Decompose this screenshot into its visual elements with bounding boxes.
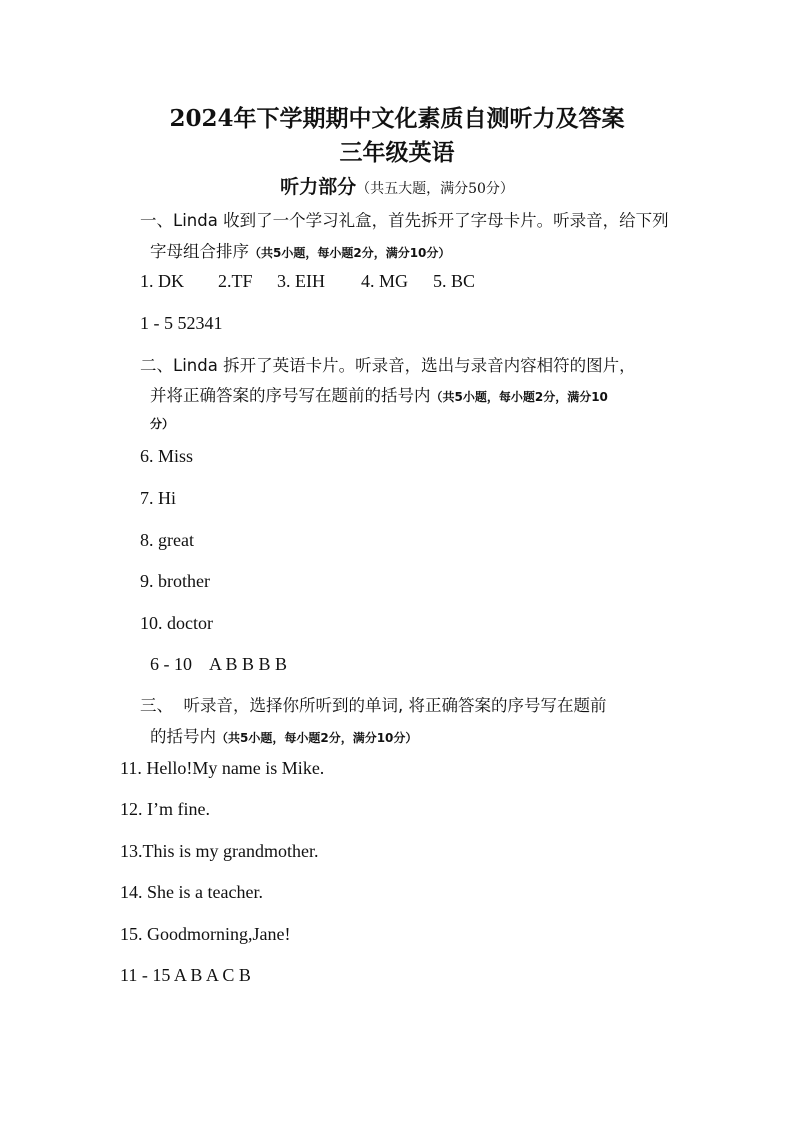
part2-item-9: 9. brother: [140, 571, 210, 591]
part2-score-note: （共5小题，每小题2分，满分10: [430, 390, 608, 404]
part1-item-2: 2.TF: [218, 271, 253, 291]
part2-instruction-line2: [150, 382, 608, 406]
part3-instruction-line2: [150, 723, 417, 747]
part2-item-7: 7. Hi: [140, 488, 176, 508]
section-title: 听力部分: [280, 176, 357, 198]
part1-item-5: 5. BC: [433, 271, 476, 291]
part1-instruction-line1: 一、Linda 收到了一个学习礼盒，首先拆开了字母卡片。听录音，给下列: [140, 211, 669, 230]
part2-item-8: 8. great: [140, 530, 194, 550]
part3-item-13: 13.This is my grandmother.: [120, 841, 319, 861]
part1-item-1: 1. DK: [140, 271, 184, 291]
part1-instruction-line2: [150, 238, 450, 262]
page-subtitle: 三年级英语: [339, 139, 455, 166]
part2-item-10: 10. doctor: [140, 613, 213, 633]
part1-answer: 1 - 5 52341: [140, 313, 223, 333]
part1-score-note: （共5小题，每小题2分，满分10分）: [249, 246, 451, 260]
part1-item-4: 4. MG: [361, 271, 409, 291]
part1-item-3: 3. EIH: [277, 271, 325, 291]
section-header: [0, 172, 794, 199]
part3-item-11: 11. Hello!My name is Mike.: [120, 758, 325, 778]
part3-item-14: 14. She is a teacher.: [120, 882, 263, 902]
part3-item-15: 15. Goodmorning,Jane!: [120, 924, 291, 944]
part3-instruction-line1: 三、 听录音，选择你所听到的单词, 将正确答案的序号写在题前: [140, 696, 607, 715]
page-title: 2024年下学期期中文化素质自测听力及答案: [169, 105, 625, 132]
part3-instruction-text: 的括号内: [150, 727, 216, 746]
part3-score-note: （共5小题，每小题2分，满分10分）: [216, 731, 418, 745]
part2-answer: 6 - 10 A B B B B: [150, 654, 288, 674]
part1-instruction-text: 字母组合排序: [150, 242, 249, 261]
part2-item-6: 6. Miss: [140, 446, 194, 466]
part2-instruction-line1: 二、Linda 拆开了英语卡片。听录音，选出与录音内容相符的图片，: [140, 356, 636, 375]
section-note: （共五大题，满分50分）: [356, 181, 514, 197]
part3-item-12: 12. I’m fine.: [120, 799, 210, 819]
part2-instruction-text: 并将正确答案的序号写在题前的括号内: [150, 386, 431, 405]
part2-score-note-end: 分）: [150, 417, 175, 431]
part3-answer: 11 - 15 A B A C B: [120, 965, 251, 985]
